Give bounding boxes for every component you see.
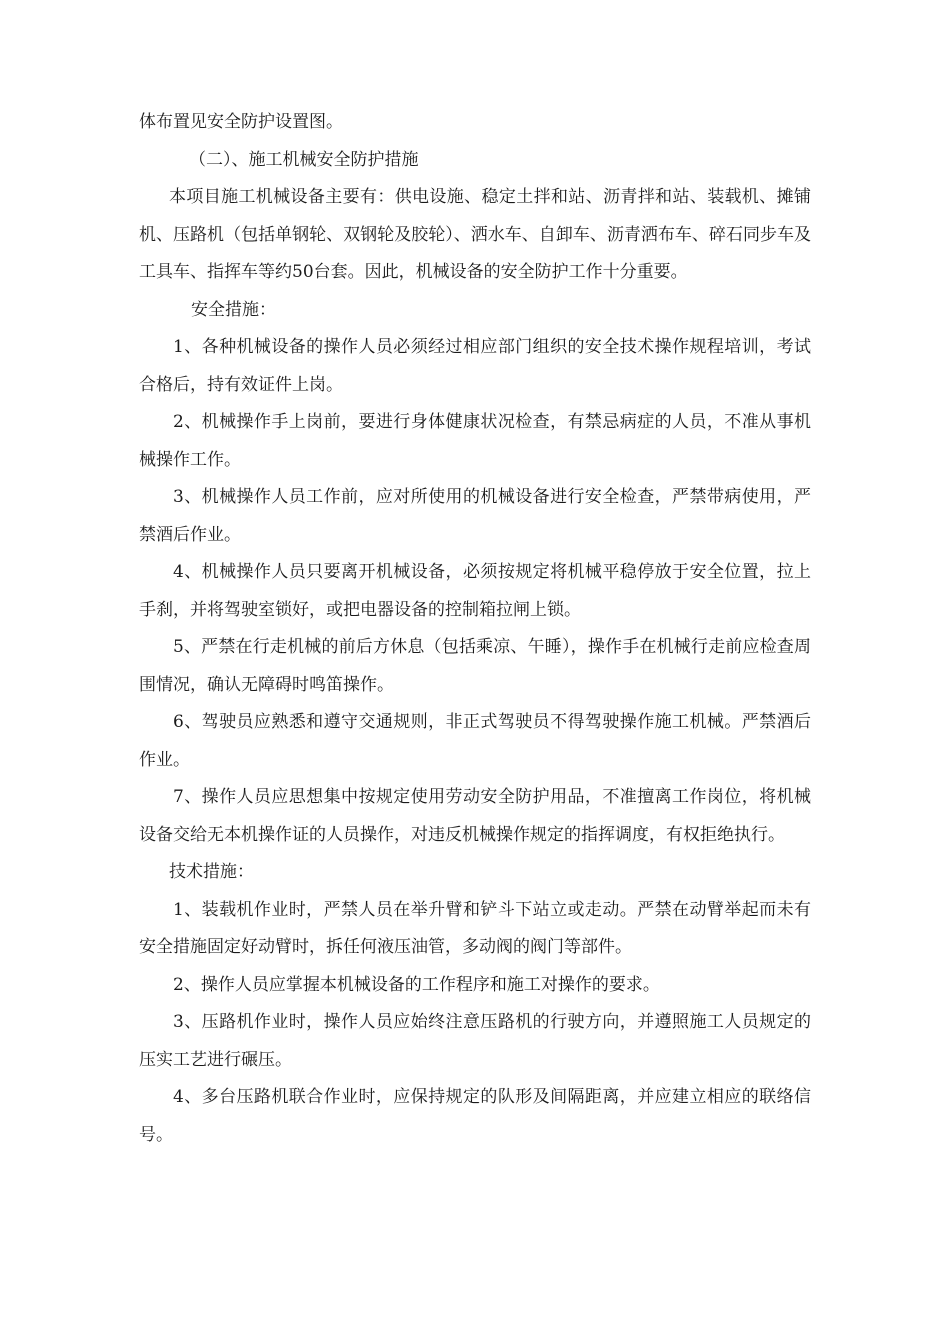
technical-item-1: 1、装载机作业时，严禁人员在举升臂和铲斗下站立或走动。严禁在动臂举起而未有安全措施固定好动臂时，拆任何液压油管，多动阀的阀门等部件。 xyxy=(139,899,811,957)
safety-item-1: 1、各种机械设备的操作人员必须经过相应部门组织的安全技术操作规程培训，考试合格后，持有效证件上岗。 xyxy=(139,337,811,395)
paragraph-continuation: 体布置见安全防护设置图。 xyxy=(139,112,343,132)
document-page xyxy=(139,104,811,1154)
technical-item-3: 3、压路机作业时，操作人员应始终注意压路机的行驶方向，并遵照施工人员规定的压实工艺进行碾压。 xyxy=(139,1012,811,1070)
safety-item-3: 3、机械操作人员工作前，应对所使用的机械设备进行安全检查，严禁带病使用，严禁酒后作业。 xyxy=(139,487,811,545)
safety-item-5: 5、严禁在行走机械的前后方休息（包括乘凉、午睡），操作手在机械行走前应检查周围情况，确认无障碍时鸣笛操作。 xyxy=(139,637,811,695)
paragraph-equipment-overview: 本项目施工机械设备主要有：供电设施、稳定土拌和站、沥青拌和站、装载机、摊铺机、压路机（包括单钢轮、双钢轮及胶轮）、洒水车、自卸车、沥青洒布车、碎石同步车及工具车、指挥车等约50台套。因此，机械设备的安全防护工作十分重要。 xyxy=(139,187,811,282)
section-heading: （二）、施工机械安全防护措施 xyxy=(189,149,419,170)
technical-item-2: 2、操作人员应掌握本机械设备的工作程序和施工对操作的要求。 xyxy=(173,974,660,995)
safety-measures-heading: 安全措施： xyxy=(191,299,276,320)
safety-item-2: 2、机械操作手上岗前，要进行身体健康状况检查，有禁忌病症的人员，不准从事机械操作工作。 xyxy=(139,412,811,470)
safety-item-7: 7、操作人员应思想集中按规定使用劳动安全防护用品，不准擅离工作岗位，将机械设备交给无本机操作证的人员操作，对违反机械操作规定的指挥调度，有权拒绝执行。 xyxy=(139,787,811,845)
safety-item-6: 6、驾驶员应熟悉和遵守交通规则，非正式驾驶员不得驾驶操作施工机械。严禁酒后作业。 xyxy=(139,712,811,770)
safety-item-4: 4、机械操作人员只要离开机械设备，必须按规定将机械平稳停放于安全位置，拉上手刹，并将驾驶室锁好，或把电器设备的控制箱拉闸上锁。 xyxy=(139,562,811,620)
technical-item-4: 4、多台压路机联合作业时，应保持规定的队形及间隔距离，并应建立相应的联络信号。 xyxy=(139,1087,811,1145)
technical-measures-heading: 技术措施： xyxy=(169,862,254,882)
